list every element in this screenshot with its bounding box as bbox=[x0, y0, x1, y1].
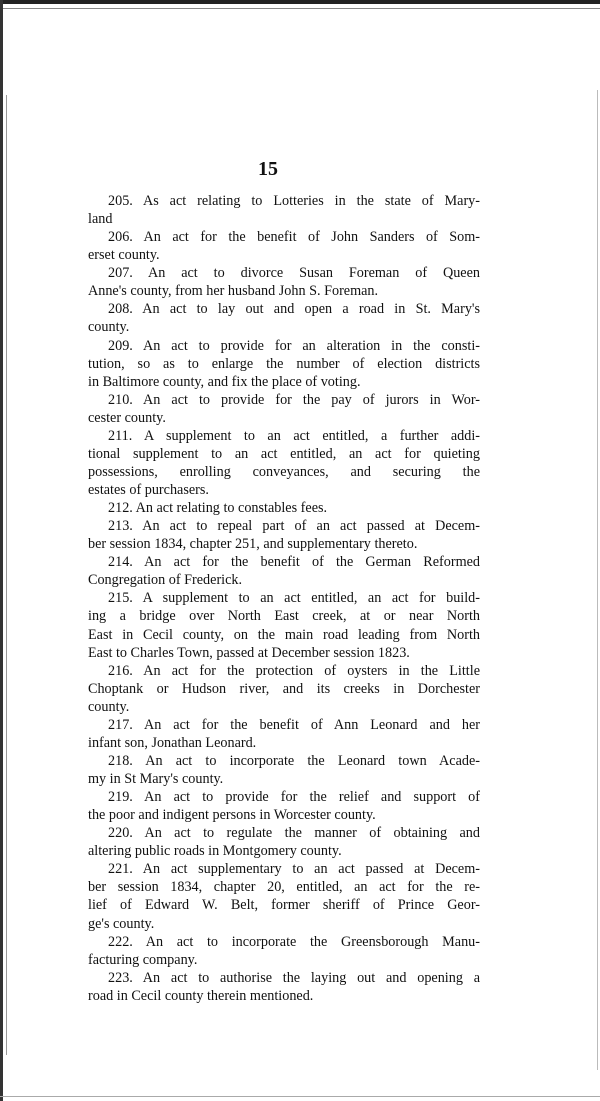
act-text-line: altering public roads in Montgomery county. bbox=[88, 843, 342, 860]
act-entry bbox=[88, 228, 480, 264]
act-text-line: road in Cecil county therein mentioned. bbox=[88, 987, 314, 1004]
act-text-line: infant son, Jonathan Leonard. bbox=[88, 734, 257, 751]
act-text-line: Anne's county, from her husband John S. Foreman. bbox=[88, 283, 379, 300]
act-title-line: 218. An act to incorporate the Leonard town Acade- bbox=[108, 752, 480, 769]
act-text-line: cester county. bbox=[88, 409, 166, 426]
act-title-line: 206. An act for the benefit of John Sanders of Som- bbox=[108, 229, 480, 246]
act-text-line: Choptank or Hudson river, and its creeks in Dorchester bbox=[88, 680, 480, 697]
act-title-line: 205. As act relating to Lotteries in the state of Mary- bbox=[108, 193, 480, 209]
act-entry bbox=[88, 517, 480, 553]
act-entry bbox=[88, 662, 480, 716]
act-entry bbox=[88, 264, 480, 300]
act-title-line: 222. An act to incorporate the Greensborough Manu- bbox=[108, 933, 480, 950]
act-text-line: erset county. bbox=[88, 247, 160, 264]
act-entry bbox=[88, 860, 480, 932]
act-title-line: 216. An act for the protection of oysters in the Little bbox=[108, 662, 480, 679]
act-text-line: ing a bridge over North East creek, at or near North bbox=[88, 608, 480, 625]
act-title-line: 215. A supplement to an act entitled, an act for build- bbox=[108, 590, 480, 607]
act-title-line: 211. A supplement to an act entitled, a further addi- bbox=[108, 427, 480, 444]
act-text-line: ber session 1834, chapter 251, and supplementary thereto. bbox=[88, 536, 418, 553]
act-text-line: East in Cecil county, on the main road leading from North bbox=[88, 626, 480, 643]
act-text-line: Congregation of Frederick. bbox=[88, 572, 243, 589]
scan-edge-bottom bbox=[0, 1096, 600, 1097]
act-title-line: 214. An act for the benefit of the German Reformed bbox=[108, 554, 480, 571]
scan-edge-top bbox=[0, 0, 600, 4]
act-entry bbox=[88, 553, 480, 589]
act-text-line: the poor and indigent persons in Worcester county. bbox=[88, 807, 376, 824]
act-entry bbox=[88, 337, 480, 391]
act-entry bbox=[88, 192, 480, 228]
act-text-line: tution, so as to enlarge the number of election districts bbox=[88, 355, 480, 372]
act-title-line: 220. An act to regulate the manner of obtaining and bbox=[108, 825, 480, 842]
act-text-line: ber session 1834, chapter 20, entitled, an act for the re- bbox=[88, 879, 480, 896]
act-text-line: possessions, enrolling conveyances, and securing the bbox=[88, 463, 480, 480]
act-text-line: ge's county. bbox=[88, 915, 155, 932]
act-title-line: 217. An act for the benefit of Ann Leonard and her bbox=[108, 716, 480, 733]
act-text-line: my in St Mary's county. bbox=[88, 771, 224, 787]
act-text-line: facturing company. bbox=[88, 951, 198, 968]
act-title-line: 223. An act to authorise the laying out and opening a bbox=[108, 969, 480, 986]
scan-edge-left bbox=[0, 0, 3, 1101]
act-text-line: estates of purchasers. bbox=[88, 482, 209, 498]
act-title-line: 221. An act supplementary to an act passed at Decem- bbox=[108, 861, 480, 878]
act-entry bbox=[88, 824, 480, 860]
act-text-line: land bbox=[88, 211, 113, 228]
act-text-line: county. bbox=[88, 698, 130, 715]
act-text-line: in Baltimore county, and fix the place of voting. bbox=[88, 373, 361, 390]
acts-list bbox=[88, 192, 480, 1005]
act-entry bbox=[88, 427, 480, 499]
scan-edge-line bbox=[0, 8, 600, 9]
act-text-line: lief of Edward W. Belt, former sheriff of Prince Geor- bbox=[88, 897, 480, 914]
scan-edge-right bbox=[597, 90, 598, 1070]
act-entry bbox=[88, 752, 480, 788]
act-text-line: county. bbox=[88, 319, 130, 336]
act-title-line: 207. An act to divorce Susan Foreman of Queen bbox=[108, 265, 480, 282]
act-title-line: 209. An act to provide for an alteration in the consti- bbox=[108, 337, 480, 354]
act-text-line: tional supplement to an act entitled, an act for quieting bbox=[88, 445, 480, 462]
act-title-line: 212. An act relating to constables fees. bbox=[108, 500, 328, 517]
act-entry bbox=[88, 933, 480, 969]
act-title-line: 213. An act to repeal part of an act passed at Decem- bbox=[108, 518, 480, 535]
act-entry bbox=[88, 788, 480, 824]
act-entry bbox=[88, 969, 480, 1005]
act-text-line: East to Charles Town, passed at December session 1823. bbox=[88, 644, 410, 661]
act-entry bbox=[88, 589, 480, 661]
act-entry bbox=[88, 499, 480, 517]
scan-edge-line bbox=[6, 95, 7, 1055]
act-entry bbox=[88, 300, 480, 336]
act-title-line: 210. An act to provide for the pay of jurors in Wor- bbox=[108, 391, 480, 408]
page-number: 15 bbox=[258, 158, 278, 180]
act-entry bbox=[88, 716, 480, 752]
act-entry bbox=[88, 391, 480, 427]
act-title-line: 219. An act to provide for the relief and support of bbox=[108, 789, 480, 806]
act-title-line: 208. An act to lay out and open a road in St. Mary's bbox=[108, 301, 480, 318]
